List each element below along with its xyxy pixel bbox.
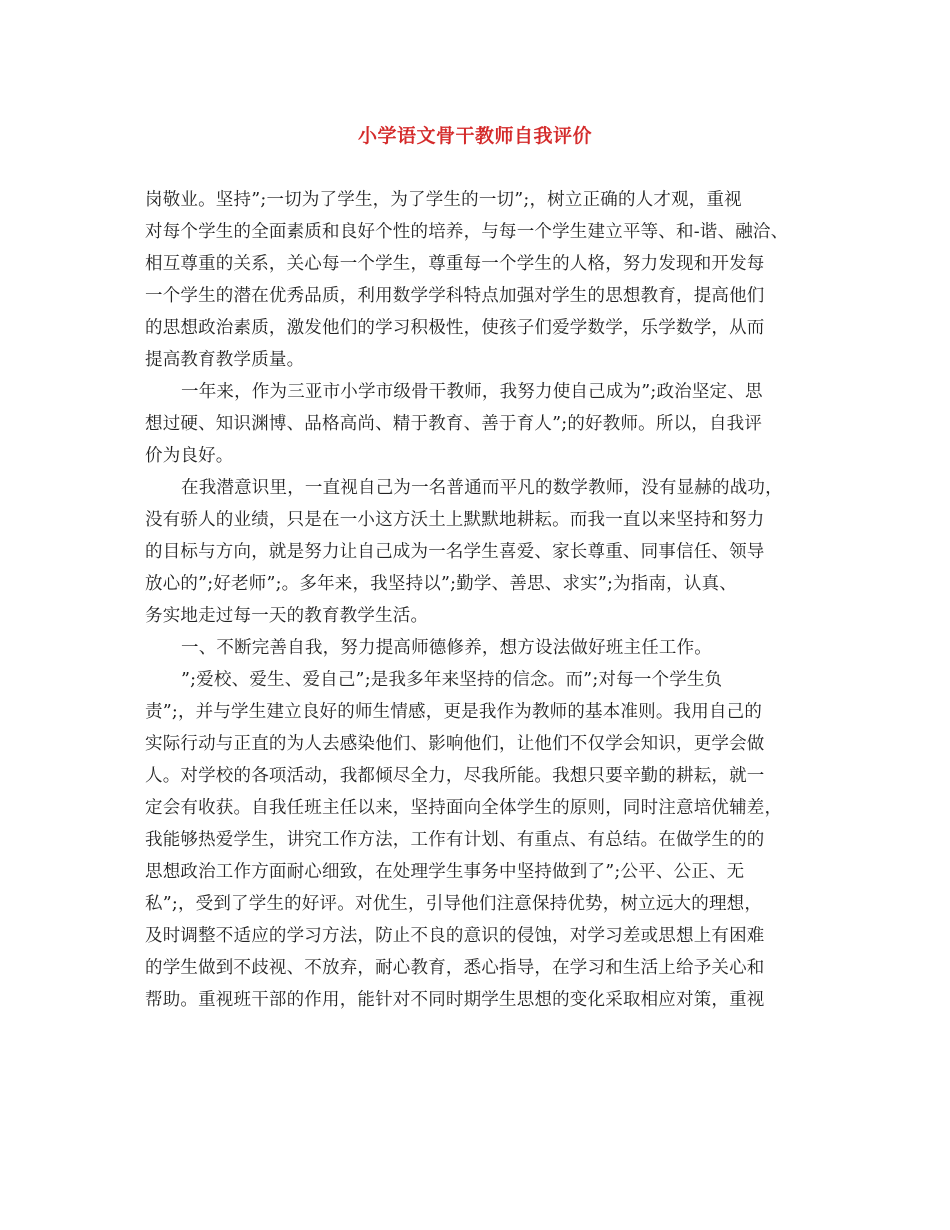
document-body (145, 184, 825, 1016)
body-text-line: 对每个学生的全面素质和良好个性的培养，与每一个学生建立平等、和-谐、融洽、 (145, 222, 789, 242)
body-text-line: 一年来，作为三亚市小学市级骨干教师，我努力使自己成为”;政治坚定、思 (181, 382, 763, 402)
body-text-line: 思想政治工作方面耐心细致，在处理学生事务中坚持做到了”;公平、公正、无 (145, 862, 745, 882)
body-text-line: 定会有收获。自我任班主任以来，坚持面向全体学生的原则，同时注意培优辅差， (145, 798, 783, 818)
document-title: 小学语文骨干教师自我评价 (357, 125, 592, 147)
body-text-line: 责”;，并与学生建立良好的师生情感，更是我作为教师的基本准则。我用自己的 (145, 702, 763, 722)
body-text-line: 提高教育教学质量。 (145, 350, 305, 370)
body-text-line: 私”;，受到了学生的好评。对优生，引导他们注意保持优势，树立远大的理想， (145, 894, 763, 914)
body-text-line: 务实地走过每一天的教育教学生活。 (145, 606, 429, 626)
body-text-line: 没有骄人的业绩，只是在一小这方沃土上默默地耕耘。而我一直以来坚持和努力 (145, 510, 765, 530)
body-text-line: 我能够热爱学生，讲究工作方法，工作有计划、有重点、有总结。在做学生的的 (145, 830, 765, 850)
body-text-line: 一、不断完善自我，努力提高师德修养，想方设法做好班主任工作。 (181, 638, 712, 658)
body-text-line: 一个学生的潜在优秀品质，利用数学学科特点加强对学生的思想教育，提高他们 (145, 286, 765, 306)
body-text-line: 的思想政治素质，激发他们的学习积极性，使孩子们爱学数学，乐学数学，从而 (145, 318, 765, 338)
body-text-line: 想过硬、知识渊博、品格高尚、精于教育、善于育人”;的好教师。所以，自我评 (145, 414, 763, 434)
body-text-line: ”;爱校、爱生、爱自己”;是我多年来坚持的信念。而”;对每一个学生负 (181, 670, 723, 690)
body-text-line: 人。对学校的各项活动，我都倾尽全力，尽我所能。我想只要辛勤的耕耘，就一 (145, 766, 765, 786)
body-text-line: 实际行动与正直的为人去感染他们、影响他们，让他们不仅学会知识，更学会做 (145, 734, 765, 754)
body-text-line: 相互尊重的关系，关心每一个学生，尊重每一个学生的人格，努力发现和开发每 (145, 254, 765, 274)
body-text-line: 的目标与方向，就是努力让自己成为一名学生喜爱、家长尊重、同事信任、领导 (145, 542, 765, 562)
body-text-line: 及时调整不适应的学习方法，防止不良的意识的侵蚀，对学习差或思想上有困难 (145, 926, 765, 946)
body-text-line: 的学生做到不歧视、不放弃，耐心教育，悉心指导，在学习和生活上给予关心和 (145, 958, 765, 978)
body-text-line: 岗敬业。坚持”;一切为了学生，为了学生的一切”;，树立正确的人才观，重视 (145, 190, 742, 210)
body-text-line: 价为良好。 (145, 446, 234, 466)
body-text-line: 放心的”;好老师”;。多年来，我坚持以”;勤学、善思、求实”;为指南，认真、 (145, 574, 737, 594)
body-text-line: 帮助。重视班干部的作用，能针对不同时期学生思想的变化采取相应对策，重视 (145, 990, 765, 1010)
body-text-line: 在我潜意识里，一直视自己为一名普通而平凡的数学教师，没有显赫的战功， (181, 478, 783, 498)
